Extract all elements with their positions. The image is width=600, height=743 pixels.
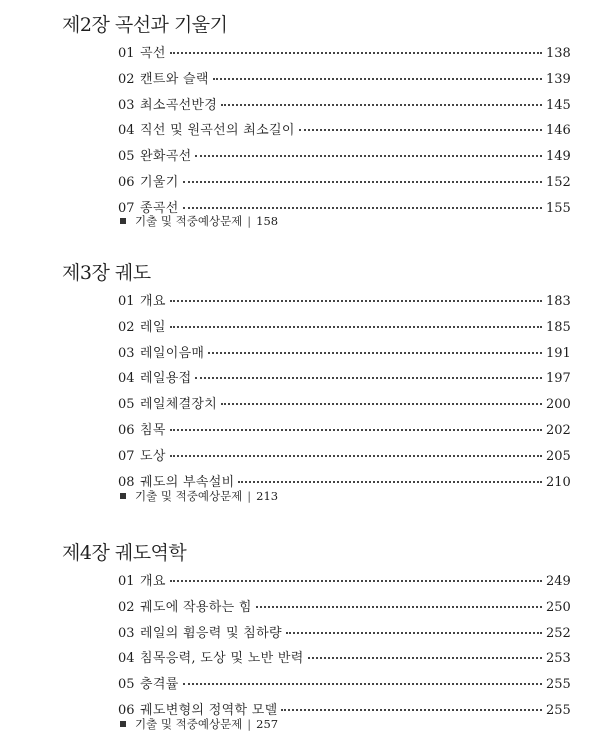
entry-number: 03 — [118, 97, 135, 113]
entry-page: 155 — [546, 200, 571, 216]
exam-label: 기출 및 적중예상문제 — [135, 214, 243, 228]
entry-page: 152 — [546, 174, 571, 190]
entry-number: 05 — [118, 677, 135, 693]
entry-page: 139 — [546, 71, 571, 87]
entry-title: 개요 — [140, 574, 166, 589]
entry-page: 253 — [546, 651, 571, 667]
entry-number: 02 — [118, 71, 135, 87]
entry-number: 06 — [118, 422, 135, 438]
dot-leader — [221, 104, 542, 106]
exam-questions-entry[interactable] — [120, 213, 278, 229]
entry-page: 205 — [546, 448, 571, 464]
dot-leader — [170, 429, 542, 431]
entry-title: 개요 — [140, 294, 166, 309]
toc-entry[interactable] — [118, 171, 570, 197]
toc-entry[interactable] — [118, 316, 570, 342]
entry-title: 완화곡선 — [140, 149, 192, 165]
entry-title: 기울기 — [140, 174, 179, 190]
separator: | — [247, 717, 252, 731]
exam-label: 기출 및 적중예상문제 — [135, 489, 243, 503]
entry-list — [118, 570, 570, 725]
toc-entry[interactable] — [118, 290, 570, 316]
dot-leader — [183, 683, 542, 685]
exam-label: 기출 및 적중예상문제 — [135, 717, 243, 731]
entry-number: 08 — [118, 474, 135, 490]
entry-list — [118, 42, 570, 223]
entry-number: 01 — [118, 574, 135, 589]
exam-page: 213 — [256, 489, 279, 503]
entry-number: 06 — [118, 174, 135, 190]
entry-number: 04 — [118, 651, 135, 667]
entry-title: 직선 및 원곡선의 최소길이 — [140, 123, 295, 139]
exam-page: 257 — [256, 717, 279, 731]
toc-entry[interactable] — [118, 145, 570, 171]
separator: | — [247, 489, 252, 503]
dot-leader — [281, 709, 542, 711]
entry-title: 궤도변형의 정역학 모델 — [140, 702, 278, 718]
entry-number: 07 — [118, 200, 135, 216]
dot-leader — [170, 326, 542, 328]
toc-entry[interactable] — [118, 647, 570, 673]
entry-number: 04 — [118, 123, 135, 139]
chapter-title: 제3장 궤도 — [62, 262, 151, 284]
entry-title: 종곡선 — [140, 200, 179, 216]
exam-questions-entry[interactable] — [120, 716, 278, 732]
entry-title: 최소곡선반경 — [140, 97, 218, 113]
entry-page: 185 — [546, 319, 571, 335]
toc-entry[interactable] — [118, 94, 570, 120]
exam-page: 158 — [256, 214, 279, 228]
entry-page: 191 — [546, 345, 571, 361]
chapter-title: 제4장 궤도역학 — [62, 542, 187, 564]
entry-title: 궤도의 부속설비 — [140, 474, 235, 490]
entry-title: 레일이음매 — [140, 345, 205, 361]
dot-leader — [221, 403, 542, 405]
entry-number: 03 — [118, 625, 135, 641]
entry-number: 02 — [118, 599, 135, 615]
toc-entry[interactable] — [118, 393, 570, 419]
entry-page: 255 — [546, 702, 571, 718]
entry-title: 레일용접 — [140, 371, 192, 387]
toc-entry[interactable] — [118, 570, 570, 596]
dot-leader — [170, 300, 542, 302]
square-bullet-icon — [120, 493, 126, 499]
entry-number: 01 — [118, 46, 135, 61]
entry-page: 250 — [546, 599, 571, 615]
entry-page: 210 — [546, 474, 571, 490]
dot-leader — [170, 455, 542, 457]
chapter-title: 제2장 곡선과 기울기 — [62, 14, 228, 36]
toc-entry[interactable] — [118, 42, 570, 68]
entry-number: 04 — [118, 371, 135, 387]
dot-leader — [170, 580, 542, 582]
dot-leader — [286, 632, 542, 634]
square-bullet-icon — [120, 218, 126, 224]
entry-title: 충격률 — [140, 677, 179, 693]
toc-entry[interactable] — [118, 445, 570, 471]
entry-title: 궤도에 작용하는 힘 — [140, 599, 252, 615]
dot-leader — [213, 78, 542, 80]
dot-leader — [299, 129, 542, 131]
entry-title: 레일체결장치 — [140, 397, 218, 413]
entry-page: 249 — [546, 574, 571, 589]
entry-page: 146 — [546, 123, 571, 139]
dot-leader — [183, 207, 542, 209]
entry-title: 침목 — [140, 422, 166, 438]
entry-number: 07 — [118, 448, 135, 464]
entry-title: 도상 — [140, 448, 166, 464]
dot-leader — [195, 155, 542, 157]
dot-leader — [183, 181, 542, 183]
entry-number: 02 — [118, 319, 135, 335]
entry-title: 곡선 — [140, 46, 166, 61]
entry-page: 138 — [546, 46, 571, 61]
toc-entry[interactable] — [118, 68, 570, 94]
entry-page: 197 — [546, 371, 571, 387]
entry-page: 145 — [546, 97, 571, 113]
entry-number: 05 — [118, 149, 135, 165]
toc-entry[interactable] — [118, 673, 570, 699]
entry-page: 183 — [546, 294, 571, 309]
entry-list — [118, 290, 570, 496]
toc-entry[interactable] — [118, 119, 570, 145]
entry-page: 200 — [546, 397, 571, 413]
dot-leader — [256, 606, 542, 608]
dot-leader — [208, 352, 542, 354]
exam-questions-entry[interactable] — [120, 488, 278, 504]
entry-title: 레일 — [140, 319, 166, 335]
entry-number: 01 — [118, 294, 135, 309]
toc-entry[interactable] — [118, 622, 570, 648]
entry-title: 캔트와 슬랙 — [140, 71, 209, 87]
toc-entry[interactable] — [118, 419, 570, 445]
entry-title: 레일의 휨응력 및 침하량 — [140, 625, 282, 641]
entry-page: 149 — [546, 149, 571, 165]
entry-number: 05 — [118, 397, 135, 413]
entry-title: 침목응력, 도상 및 노반 반력 — [140, 651, 304, 667]
entry-number: 03 — [118, 345, 135, 361]
entry-page: 202 — [546, 422, 571, 438]
dot-leader — [170, 52, 542, 54]
toc-entry[interactable] — [118, 342, 570, 368]
entry-page: 252 — [546, 625, 571, 641]
dot-leader — [238, 481, 542, 483]
separator: | — [247, 214, 252, 228]
dot-leader — [308, 657, 542, 659]
toc-entry[interactable] — [118, 596, 570, 622]
entry-page: 255 — [546, 677, 571, 693]
dot-leader — [195, 377, 542, 379]
toc-entry[interactable] — [118, 367, 570, 393]
entry-number: 06 — [118, 702, 135, 718]
square-bullet-icon — [120, 721, 126, 727]
